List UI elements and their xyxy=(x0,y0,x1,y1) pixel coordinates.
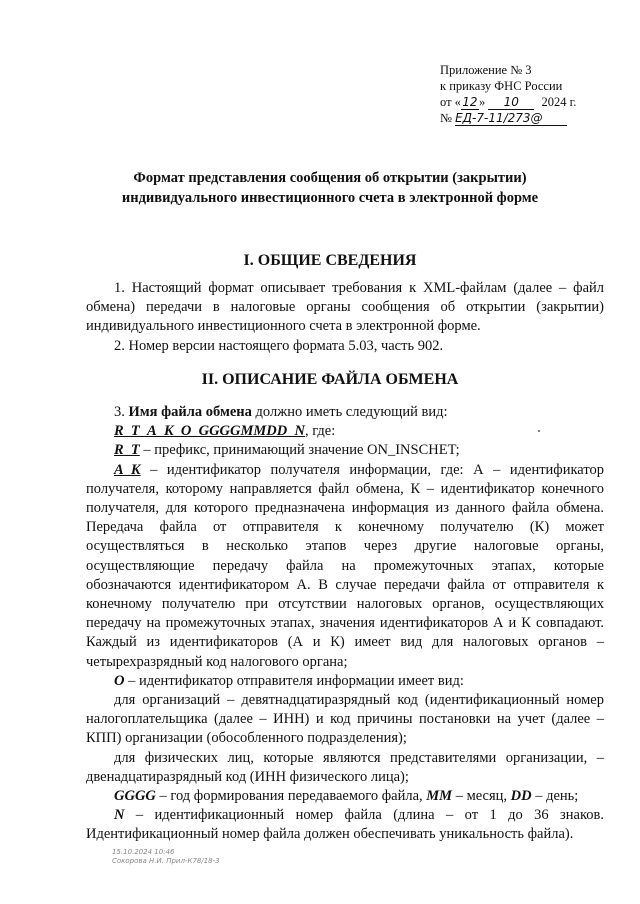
appendix-header xyxy=(440,62,576,126)
section-heading-general: I. ОБЩИЕ СВЕДЕНИЯ xyxy=(243,252,417,269)
appendix-title: Приложение № 3 xyxy=(440,63,532,77)
order-number: № ЕД-7-11/273@ xyxy=(440,110,576,126)
scan-speck xyxy=(538,430,540,432)
order-number-value: ЕД-7-11/273@ xyxy=(455,111,567,126)
sender-definition: O – идентификатор отправителя информации имеет вид: xyxy=(114,672,464,689)
date-year: 2024 г. xyxy=(541,95,577,109)
individual-code-definition: для физических лиц, которые являются представителями организации, – двенадцатиразрядный код (ИНН физического лица); xyxy=(86,749,604,785)
document-title: Формат представления сообщения об открытии (закрытии) индивидуального инвестиционного счета в электронной форме xyxy=(121,170,539,206)
paragraph-3: 3. Имя файла обмена должно иметь следующий вид: xyxy=(114,404,448,420)
section-heading-exchange-file: II. ОПИСАНИЕ ФАЙЛА ОБМЕНА xyxy=(201,371,459,388)
order-date: от «12» 10 2024 г. xyxy=(440,95,577,109)
organization-code-definition: для организаций – девятнадцатиразрядный код (идентификационный номер налогоплательщика (далее – ИНН) и код причины постановки на учет (далее – КПП) организации (обособленного подразделения); xyxy=(86,692,604,747)
section-exchange-text xyxy=(86,403,604,845)
section-general-text xyxy=(86,279,604,356)
order-reference: к приказу ФНС России xyxy=(440,79,563,93)
print-stamp: 15.10.2024 10:46 Сокорова Н.И. Прил-К78/18-3 xyxy=(112,848,220,865)
paragraph-1: 1. Настоящий формат описывает требования к XML-файлам (далее – файл обмена) передачи в налоговые органы сообщения об открытии (закрытии) индивидуального инвестиционного счета в электронной форме. xyxy=(86,280,604,335)
date-definition: GGGG – год формирования передаваемого файла, MM – месяц, DD – день; xyxy=(114,788,579,805)
file-name-pattern: R_T_A_K_O_GGGGMMDD_N, где: xyxy=(114,423,336,440)
prefix-definition: R_T – префикс, принимающий значение ON_INSCHET; xyxy=(114,442,460,459)
paragraph-2: 2. Номер версии настоящего формата 5.03, часть 902. xyxy=(114,337,444,354)
date-day: 12 xyxy=(462,95,478,109)
recipient-definition: A_K – идентификатор получателя информации, где: А – идентификатор получателя, которому направляется файл обмена, К – идентификатор конечного получателя, для которого предназначена информация из данного файла обмена. Передача файла от отправителя к конечному получателю (К) может осуществляться в несколько этапов через другие налоговые органы, осуществляющие передачу файла на промежуточных этапах, которые обозначаются идентификатором А. В случае передачи файла от отправителя к конечному получателю при отсутствии налоговых органов, осуществляющих передачу на промежуточных этапах, значения идентификаторов А и К совпадают. Каждый из идентификаторов (А и К) имеет вид для налоговых органов – четырехразрядный код налогового органа; xyxy=(86,461,604,670)
date-month: 10 xyxy=(488,95,534,110)
file-id-definition: N – идентификационный номер файла (длина – от 1 до 36 знаков. Идентификационный номер файла должен обеспечивать уникальность файла). xyxy=(86,807,604,843)
